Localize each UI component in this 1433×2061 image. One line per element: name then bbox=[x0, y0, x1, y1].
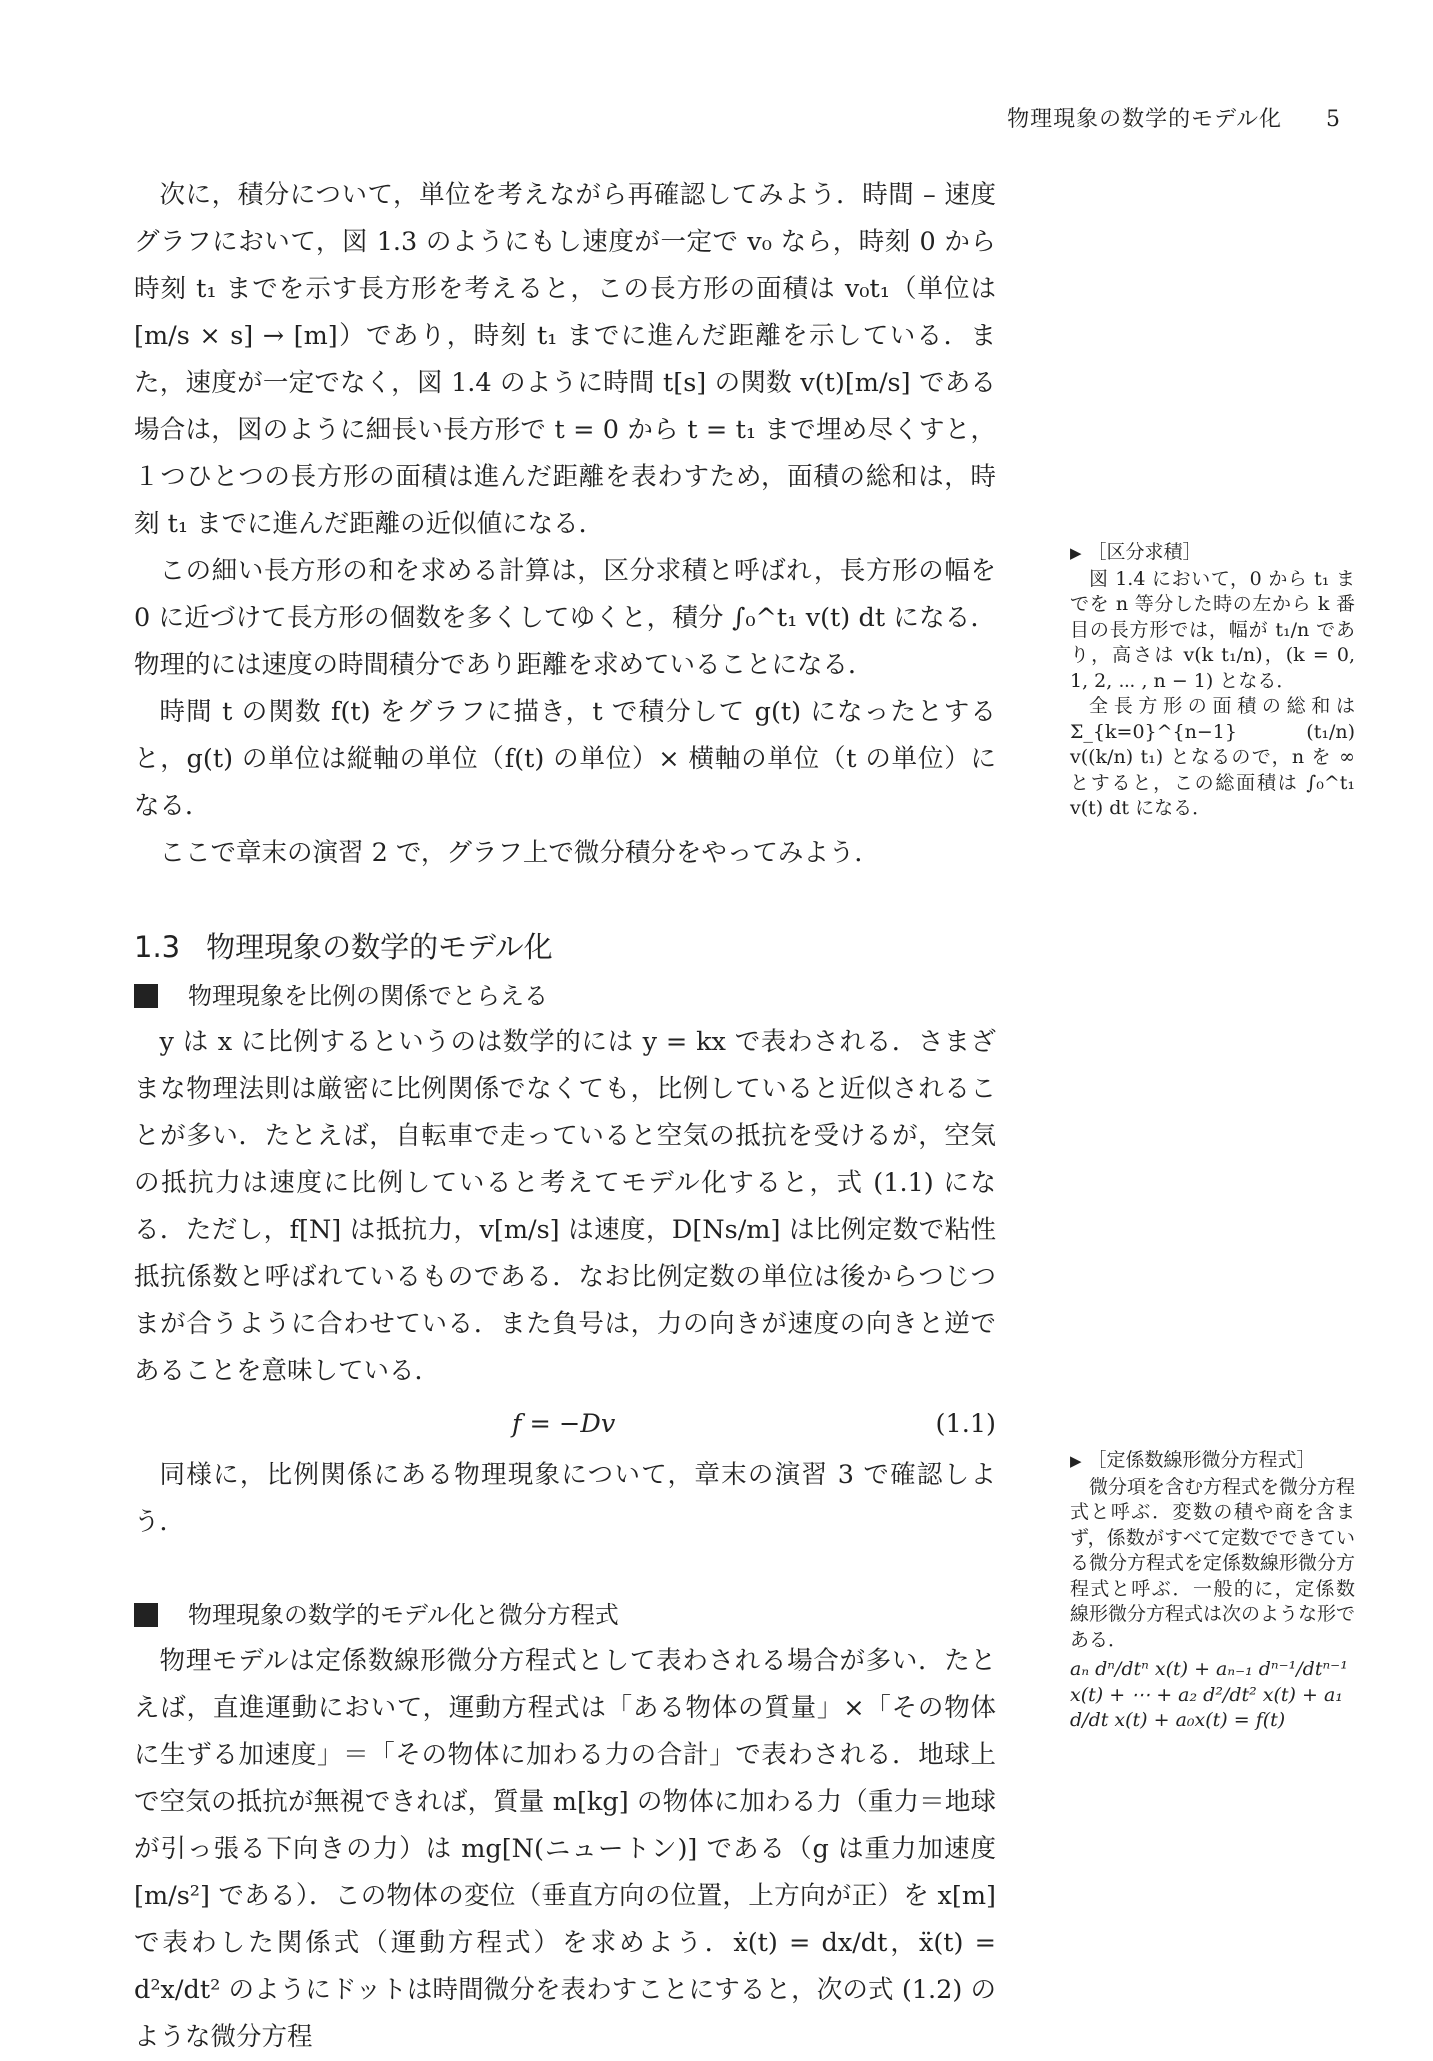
equation-body: f = −Dv bbox=[512, 1409, 616, 1439]
sidenote-title: ▶ ［区分求積］ bbox=[1070, 541, 1202, 563]
running-head-title: 物理現象の数学的モデル化 bbox=[1007, 107, 1282, 132]
main-column bbox=[134, 172, 996, 2061]
sidenote-riemann bbox=[1070, 540, 1355, 822]
subsection-heading-differential bbox=[134, 1592, 996, 1638]
paragraph-function-units: 時間 t の関数 f(t) をグラフに描き，t で積分して g(t) になったとすると，g(t) の単位は縦軸の単位（f(t) の単位）× 横軸の単位（t の単位）になる． bbox=[134, 697, 996, 821]
subsection-title: 物理現象の数学的モデル化と微分方程式 bbox=[188, 1601, 619, 1629]
square-bullet-icon bbox=[134, 984, 158, 1008]
square-bullet-icon bbox=[134, 1603, 158, 1627]
equation-1-1 bbox=[134, 1401, 996, 1448]
paragraph-equation-of-motion: 物理モデルは定係数線形微分方程式として表わされる場合が多い．たとえば，直進運動において，運動方程式は「ある物体の質量」×「その物体に生ずる加速度」＝「その物体に加わる力の合計」で表わされる．地球上で空気の抵抗が無視できれば，質量 m[kg] の物体に加わる力（重力＝地球が引っ張る下向きの力）は mg[N(ニュートン)] である（g は重力加速度 [m/s²] である）．この物体の変位（垂直方向の位置，上方向が正）を x[m] で表わした関係式（運動方程式）を求めよう．ẋ(t) = dx/dt，ẍ(t) = d²x/dt² のようにドットは時間微分を表わすことにすると，次の式 (1.2) のような微分方程 bbox=[134, 1646, 996, 2052]
paragraph-exercise-3: 同様に，比例関係にある物理現象について，章末の演習 3 で確認しよう． bbox=[134, 1460, 996, 1537]
triangle-marker-icon: ▶ bbox=[1070, 544, 1082, 562]
section-title: 物理現象の数学的モデル化 bbox=[206, 930, 553, 964]
paragraph-exercise-2: ここで章末の演習 2 で，グラフ上で微分積分をやってみよう． bbox=[159, 838, 880, 868]
sidenote-linear-ode bbox=[1070, 1448, 1355, 1738]
running-head bbox=[1007, 102, 1341, 133]
section-heading bbox=[134, 921, 996, 973]
sidenote-title: ▶ ［定係数線形微分方程式］ bbox=[1070, 1449, 1316, 1471]
sidenote-text: 微分項を含む方程式を微分方程式と呼ぶ．変数の積や商を含まず，係数がすべて定数でできている微分方程式を定係数線形微分方程式と呼ぶ．一般的に，定係数線形微分方程式は次のような形である． bbox=[1070, 1475, 1356, 1651]
page-number: 5 bbox=[1326, 107, 1341, 132]
paragraph-integration-units: 次に，積分について，単位を考えながら再確認してみよう．時間 – 速度グラフにおいて，図 1.3 のようにもし速度が一定で v₀ なら，時刻 0 から時刻 t₁ までを示す長方形を考えると，この長方形の面積は v₀t₁（単位は [m/s × s] → [m]）であり，時刻 t₁ までに進んだ距離を示している．また，速度が一定でなく，図 1.4 のように時間 t[s] の関数 v(t)[m/s] である場合は，図のように細長い長方形で t = 0 から t = t₁ まで埋め尽くすと，１つひとつの長方形の面積は進んだ距離を表わすため，面積の総和は，時刻 t₁ までに進んだ距離の近似値になる． bbox=[134, 180, 996, 539]
section-number: 1.3 bbox=[134, 930, 181, 964]
paragraph-riemann-sum: この細い長方形の和を求める計算は，区分求積と呼ばれ，長方形の幅を 0 に近づけて長方形の個数を多くしてゆくと，積分 ∫₀^t₁ v(t) dt になる．物理的には速度の時間積分であり距離を求めていることになる． bbox=[134, 556, 996, 680]
sidenote-text: 全長方形の面積の総和は Σ_{k=0}^{n−1} (t₁/n) v((k/n) t₁) となるので，n を ∞ とすると，この総面積は ∫₀^t₁ v(t) dt になる． bbox=[1070, 695, 1355, 819]
paragraph-proportional-model: y は x に比例するというのは数学的には y = kx で表わされる．さまざまな物理法則は厳密に比例関係でなくても，比例していると近似されることが多い．たとえば，自転車で走っていると空気の抵抗を受けるが，空気の抵抗力は速度に比例していると考えてモデル化すると，式 (1.1) になる．ただし，f[N] は抵抗力，v[m/s] は速度，D[Ns/m] は比例定数で粘性抵抗係数と呼ばれているものである．なお比例定数の単位は後からつじつまが合うように合わせている．また負号は，力の向きが速度の向きと逆であることを意味している． bbox=[134, 1027, 996, 1386]
triangle-marker-icon: ▶ bbox=[1070, 1452, 1082, 1470]
sidenote-formula: aₙ dⁿ/dtⁿ x(t) + aₙ₋₁ dⁿ⁻¹/dtⁿ⁻¹ x(t) + ⋯ + a₂ d²/dt² x(t) + a₁ d/dt x(t) + a₀x(t) = f(t) bbox=[1070, 1658, 1348, 1731]
equation-number: (1.1) bbox=[935, 1409, 996, 1439]
subsection-heading-proportional bbox=[134, 973, 996, 1019]
sidenote-text: 図 1.4 において，0 から t₁ までを n 等分した時の左から k 番目の長方形では，幅が t₁/n であり，高さは v(k t₁/n)，(k = 0, 1, 2, ⋯ , n − 1) となる． bbox=[1070, 567, 1355, 692]
subsection-title: 物理現象を比例の関係でとらえる bbox=[188, 982, 548, 1010]
